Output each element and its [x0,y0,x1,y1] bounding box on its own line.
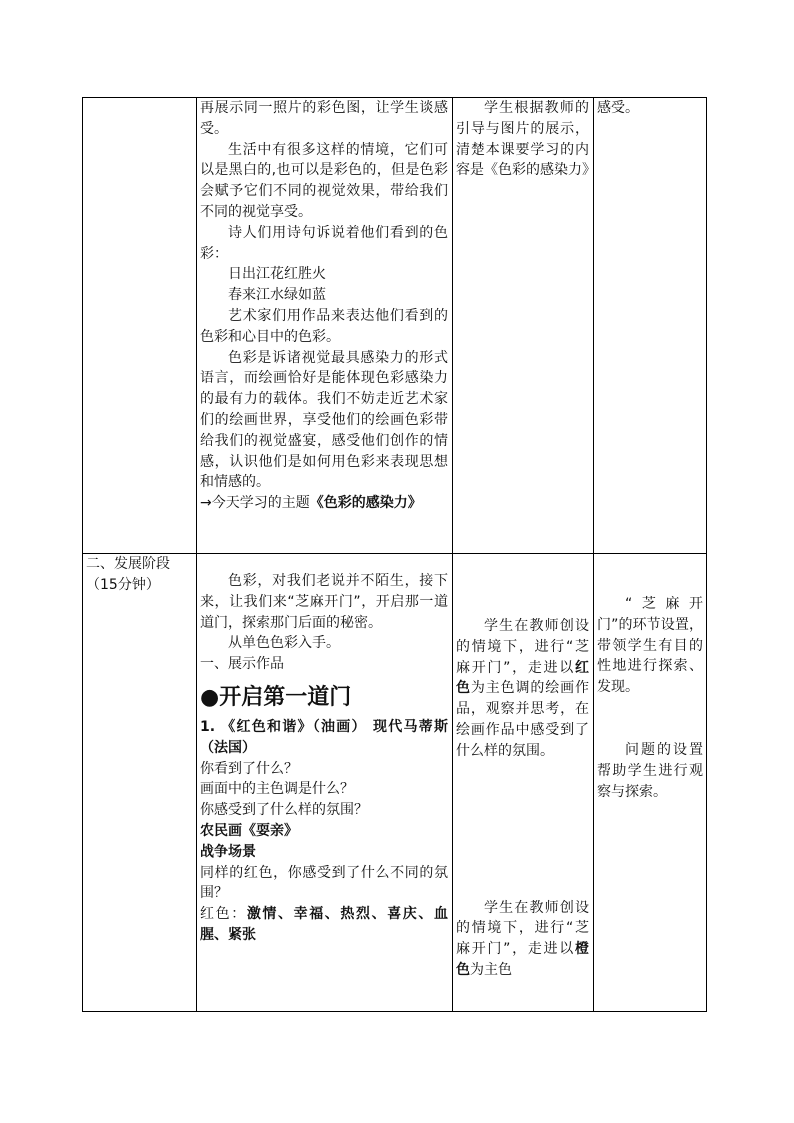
paragraph: 艺术家们用作品来表达他们看到的色彩和心目中的色彩。 [200,307,448,345]
question: 画面中的主色调是什么？ [200,781,354,798]
table-row [82,97,707,553]
artwork-title: 1. 《红色和谐》（油画） 现代马蒂斯（法国） [200,718,448,756]
red-keywords [200,904,448,946]
paragraph: 色彩是诉诸视觉最具感染力的形式语言，而绘画恰好是能体现色彩感染力的最有力的载体。我们不妨走近艺术家们的绘画世界，享受他们的绘画色彩带给我们的视觉盛宴，感受他们创作的情感，认识他们是如何用色彩来表现思想和情感的。 [200,349,448,491]
paragraph: 学生根据教师的引导与图片的展示，清楚本课要学习的内容是《色彩的感染力》 [456,100,596,179]
paragraph [456,898,589,981]
table-bottom-border [82,1011,707,1012]
paragraph: 色彩，对我们老说并不陌生，接下来，让我们来“芝麻开门”，开启那一道道门，探索那门后面的秘密。 [200,573,448,631]
color-word: 橙色 [456,941,589,978]
text-span: 学生在教师创设的情境下，进行“芝麻开门”，走进以 [456,899,589,958]
artwork-title: 战争场景 [200,843,256,860]
keywords-label: 红色： [200,906,247,923]
row1-student-activity [452,97,596,181]
poem-line: 日出江花红胜火 [228,266,326,283]
paragraph: 生活中有很多这样的情境，它们可以是黑白的,也可以是彩色的，但是色彩会赋予它们不同的视觉效果，带给我们不同的视觉享受。 [200,141,448,220]
question: 同样的红色，你感受到了什么不同的氛围？ [200,864,448,902]
topic-title: 《色彩的感染力》 [309,495,422,512]
paragraph: 感受。 [597,100,639,116]
paragraph: “芝麻开门”的环节设置，带领学生有目的性地进行探索、发现。 [597,596,703,696]
artwork-title: 农民画《耍亲》 [200,822,298,839]
poem-line: 春来江水绿如蓝 [228,287,326,304]
paragraph: 从单色色彩入手。 [228,635,340,652]
paragraph: 再展示同一照片的彩色图，让学生谈感受。 [200,100,448,137]
row2-student-activity [452,554,593,981]
paragraph: 问题的设置帮助学生进行观察与探索。 [597,741,703,800]
paragraph [456,616,589,762]
question: 你感受到了什么样的氛围？ [200,802,368,819]
stage-name: 二、发展阶段 [86,556,170,572]
row2-stage-cell [82,554,196,596]
text-span: 为主色 [470,961,512,978]
topic-line [200,493,448,514]
table-row [82,554,707,1011]
door-heading: ●开启第一道门 [200,684,352,710]
color-word: 红色 [456,659,589,697]
question: 你看到了什么？ [200,760,298,777]
row2-design-intent [593,554,707,802]
keywords-list: 激情、幸福、热烈、喜庆、血腥、紧张 [200,906,449,943]
paragraph: 诗人们用诗句诉说着他们看到的色彩： [200,224,448,262]
text-span: 为主色调的绘画作品，观察并思考，在绘画作品中感受到了什么样的氛围。 [456,680,589,759]
topic-prefix: →今天学习的主题 [200,495,310,512]
section-heading: 一、展示作品 [200,656,284,673]
text-span: 学生在教师创设的情境下，进行“芝麻开门”，走进以 [456,618,589,676]
row2-teacher-activity [196,554,452,946]
row1-design-intent [593,97,707,119]
stage-duration: （15分钟） [86,576,160,593]
row1-teacher-activity [196,97,452,514]
